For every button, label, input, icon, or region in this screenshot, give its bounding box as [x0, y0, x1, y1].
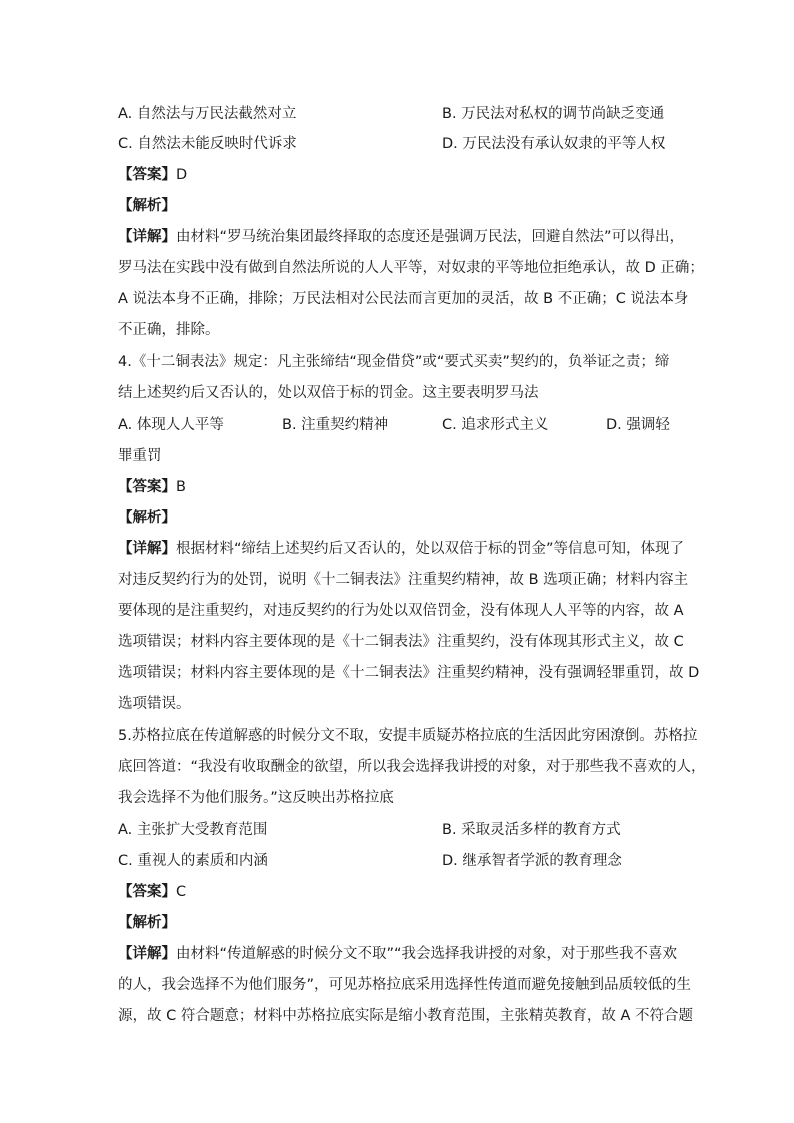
q5-option-a: A. 主张扩大受教育范围	[118, 822, 268, 838]
q3-option-b: B. 万民法对私权的调节尚缺乏变通	[442, 106, 665, 122]
q4-analysis-tag: 【解析】	[118, 510, 176, 526]
q5-option-d: D. 继承智者学派的教育理念	[442, 853, 622, 869]
q5-detail-line: 的人，我会选择不为他们服务”，可见苏格拉底采用选择性传道而避免接触到品质较低的生	[118, 977, 692, 993]
q5-answer	[118, 882, 678, 902]
q4-stem-line: 结上述契约后又否认的，处以双倍于标的罚金。这主要表明罗马法	[118, 385, 539, 401]
q3-option-a: A. 自然法与万民法截然对立	[118, 106, 297, 122]
q4-detail-line: 选项错误。	[118, 696, 191, 712]
q5-detail-line: 源，故 C 符合题意；材料中苏格拉底实际是缩小教育范围，主张精英教育，故 A 不符合题	[118, 1008, 693, 1024]
q4-detail-line: 选项错误；材料内容主要体现的是《十二铜表法》注重契约精神，没有强调轻罪重罚，故 D	[118, 665, 700, 681]
q5-analysis-tag: 【解析】	[118, 915, 176, 931]
answer-value: C	[176, 884, 187, 900]
q5-stem-line: 我会选择不为他们服务。”这反映出苏格拉底	[118, 790, 394, 806]
q4-option-b: B. 注重契约精神	[282, 417, 389, 433]
q3-answer	[118, 165, 678, 185]
detail-tag: 【详解】	[118, 541, 176, 557]
q3-option-d: D. 万民法没有承认奴隶的平等人权	[442, 136, 666, 152]
q4-detail-line: 选项错误；材料内容主要体现的是《十二铜表法》注重契约，没有体现其形式主义，故 C	[118, 634, 684, 650]
q4-option-d-continued: 罪重罚	[118, 448, 162, 464]
q4-detail-line: 【详解】根据材料“缔结上述契约后又否认的，处以双倍于标的罚金”等信息可知，体现了	[118, 541, 685, 557]
q3-detail-line: 罗马法在实践中没有做到自然法所说的人人平等，对奴隶的平等地位拒绝承认，故 D 正确；	[118, 260, 704, 276]
q4-option-d: D. 强调轻	[606, 417, 670, 433]
q5-stem-line: 底回答道：“我没有收取酬金的欲望，所以我会选择我讲授的对象，对于那些我不喜欢的人，	[118, 759, 706, 775]
q4-detail-line: 要体现的是注重契约，对违反契约的行为处以双倍罚金，没有体现人人平等的内容，故 A	[118, 603, 684, 619]
q4-option-a: A. 体现人人平等	[118, 417, 224, 433]
q4-stem-line: 4.《十二铜表法》规定：凡主张缔结“现金借贷”或“要式买卖”契约的，负举证之责；缔	[118, 354, 670, 370]
answer-tag: 【答案】	[118, 479, 176, 495]
q5-option-b: B. 采取灵活多样的教育方式	[442, 822, 621, 838]
q3-detail-line: 不正确，排除。	[118, 322, 220, 338]
q5-option-c: C. 重视人的素质和内涵	[118, 853, 268, 869]
q4-option-c: C. 追求形式主义	[442, 417, 549, 433]
q4-detail-line: 对违反契约行为的处罚，说明《十二铜表法》注重契约精神，故 B 选项正确；材料内容主	[118, 572, 689, 588]
detail-tag: 【详解】	[118, 946, 176, 962]
q3-detail-line: A 说法本身不正确，排除；万民法相对公民法而言更加的灵活，故 B 不正确；C 说法本身	[118, 291, 689, 307]
q3-detail-line: 【详解】由材料“罗马统治集团最终择取的态度还是强调万民法，回避自然法”可以得出，	[118, 229, 685, 245]
answer-tag: 【答案】	[118, 884, 176, 900]
detail-tag: 【详解】	[118, 229, 176, 245]
q3-analysis-tag: 【解析】	[118, 198, 176, 214]
q4-answer	[118, 477, 678, 497]
q3-option-c: C. 自然法未能反映时代诉求	[118, 136, 297, 152]
answer-value: B	[176, 479, 186, 495]
answer-value: D	[176, 167, 188, 183]
q5-stem-line: 5.苏格拉底在传道解惑的时候分文不取，安提丰质疑苏格拉底的生活因此穷困潦倒。苏格拉	[118, 728, 698, 744]
q5-detail-line: 【详解】由材料“传道解惑的时候分文不取”“我会选择我讲授的对象，对于那些我不喜欢	[118, 946, 678, 962]
answer-tag: 【答案】	[118, 167, 176, 183]
